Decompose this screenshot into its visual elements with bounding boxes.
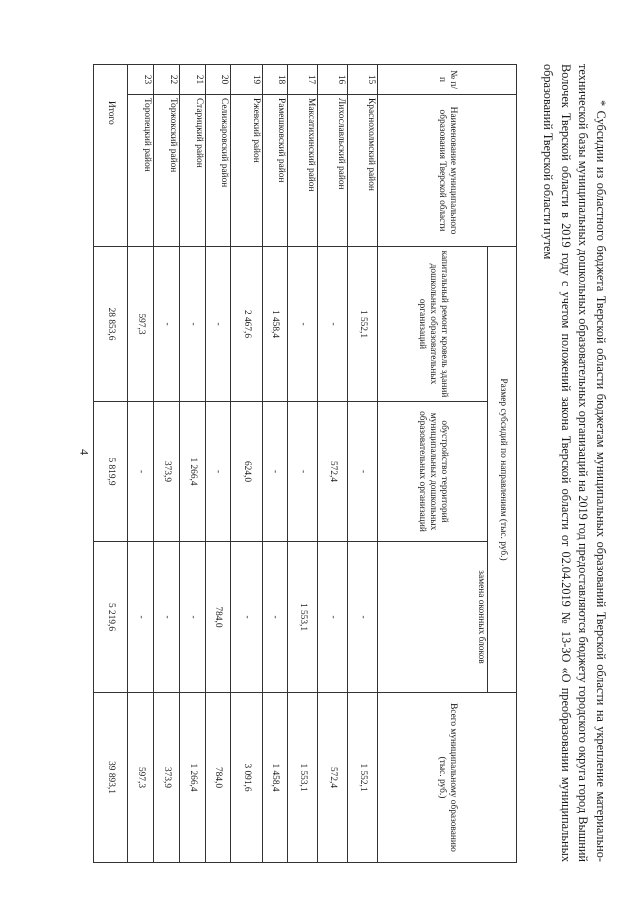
total-row: [94, 65, 128, 863]
row-col2: -: [206, 402, 231, 542]
row-col2: 373,9: [154, 402, 180, 542]
row-total: 1 552,1: [348, 693, 378, 863]
row-col1: -: [180, 247, 206, 402]
row-col2: -: [288, 402, 318, 542]
row-total: 3 091,6: [231, 693, 263, 863]
row-number: 20: [206, 65, 231, 95]
row-name: Торопецкий район: [128, 95, 154, 247]
table-row: [288, 65, 318, 863]
row-number: 17: [288, 65, 318, 95]
row-col3: -: [231, 542, 263, 693]
row-total: 373,9: [154, 693, 180, 863]
header-name: Наименование муниципального образования Тверской области: [378, 95, 517, 247]
row-col1: 2 467,6: [231, 247, 263, 402]
row-number: 19: [231, 65, 263, 95]
page-number: 4: [77, 449, 92, 455]
total-label: Итого: [94, 65, 128, 247]
row-col2: -: [263, 402, 288, 542]
rotated-content: [106, 64, 609, 862]
table-row: [231, 65, 263, 863]
row-col2: -: [348, 402, 378, 542]
row-col3: -: [263, 542, 288, 693]
total-col2: 5 819,9: [94, 402, 128, 542]
row-number: 15: [348, 65, 378, 95]
table-row: [318, 65, 348, 863]
row-col1: -: [288, 247, 318, 402]
row-name: Ржевский район: [231, 95, 263, 247]
table-row: [263, 65, 288, 863]
row-col3: -: [128, 542, 154, 693]
row-name: Рамешковский район: [263, 95, 288, 247]
total-sum: 39 893,1: [94, 693, 128, 863]
row-col2: 1 266,4: [180, 402, 206, 542]
row-name: Максатихинский район: [288, 95, 318, 247]
table-row: [206, 65, 231, 863]
total-col1: 28 853,6: [94, 247, 128, 402]
row-col2: 572,4: [318, 402, 348, 542]
table-row: [128, 65, 154, 863]
subsidy-table: [93, 64, 517, 863]
header-total: Всего муниципальному образованию (тыс. руб.): [378, 693, 517, 863]
header-col2: обустройство территорий муниципальных дошкольных образовательных организаций: [378, 402, 488, 542]
row-col3: 1 553,1: [288, 542, 318, 693]
row-col1: 1 552,1: [348, 247, 378, 402]
row-col3: -: [180, 542, 206, 693]
header-col3: замена оконных блоков: [378, 542, 488, 693]
table-row: [348, 65, 378, 863]
row-col3: -: [348, 542, 378, 693]
header-group: Размер субсидий по направлениям (тыс. руб.): [488, 247, 517, 693]
row-number: 22: [154, 65, 180, 95]
row-number: 16: [318, 65, 348, 95]
row-col1: -: [206, 247, 231, 402]
header-row-1: [488, 65, 517, 863]
row-name: Торжокский район: [154, 95, 180, 247]
row-col1: 1 458,4: [263, 247, 288, 402]
row-total: 597,3: [128, 693, 154, 863]
row-col1: 597,3: [128, 247, 154, 402]
header-col1: капитальный ремонт кровель зданий дошкольных образовательных организаций: [378, 247, 488, 402]
row-number: 23: [128, 65, 154, 95]
row-col1: -: [154, 247, 180, 402]
row-total: 1 553,1: [288, 693, 318, 863]
row-col2: -: [128, 402, 154, 542]
row-total: 1 266,4: [180, 693, 206, 863]
row-total: 572,4: [318, 693, 348, 863]
row-total: 1 458,4: [263, 693, 288, 863]
row-col1: -: [318, 247, 348, 402]
header-num: № п/п: [378, 65, 517, 95]
row-number: 21: [180, 65, 206, 95]
row-col3: 784,0: [206, 542, 231, 693]
row-name: Селижаровский район: [206, 95, 231, 247]
row-total: 784,0: [206, 693, 231, 863]
row-name: Лихославльский район: [318, 95, 348, 247]
row-name: Старицкий район: [180, 95, 206, 247]
row-col3: -: [154, 542, 180, 693]
table-row: [154, 65, 180, 863]
row-number: 18: [263, 65, 288, 95]
row-col3: -: [318, 542, 348, 693]
row-col2: 624,0: [231, 402, 263, 542]
footnote: * Субсидии из областного бюджета Тверской области бюджетам муниципальных образований Тверской области на укрепление материально-технической базы муниципальных дошкольных образовательных организаций на 2019 год предоставляются бюджету городского округа город Вышний Волочек Тверской области в 2019 году с учетом положений закона Тверской области от 02.04.2019 № 13-ЗО «О преобразовании муниципальных образований Тверской области путем: [541, 64, 608, 862]
row-name: Краснохолмский район: [348, 95, 378, 247]
table-row: [180, 65, 206, 863]
total-col3: 5 219,6: [94, 542, 128, 693]
